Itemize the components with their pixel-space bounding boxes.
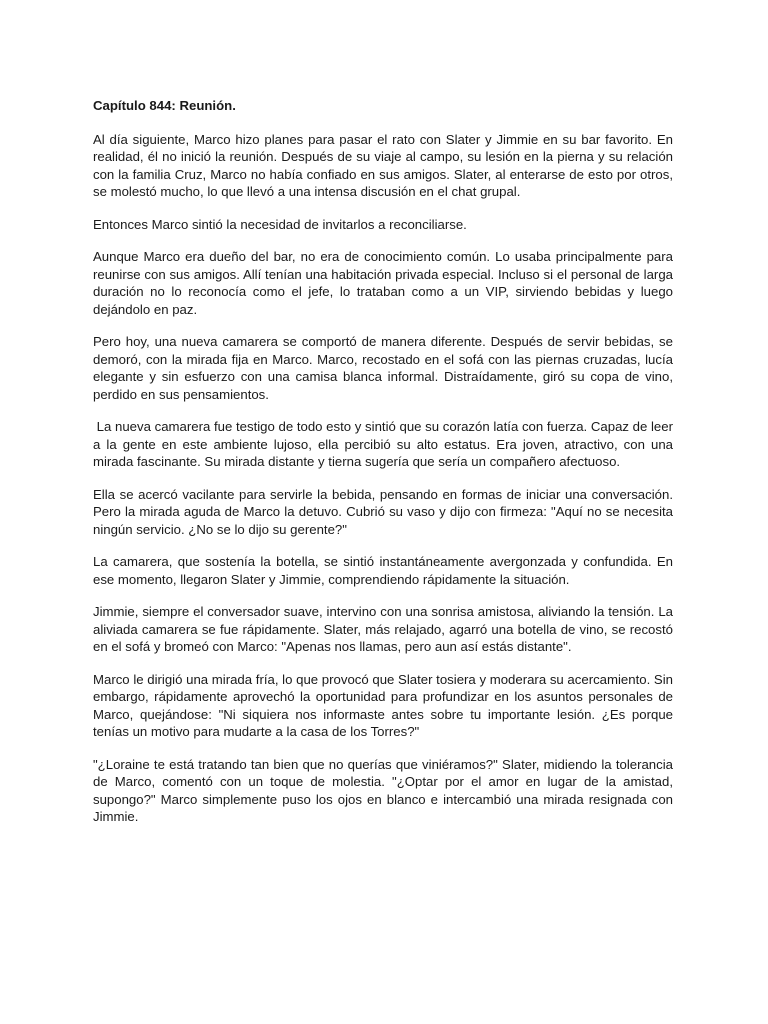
chapter-title: Capítulo 844: Reunión. [93, 98, 236, 113]
paragraph-2: Entonces Marco sintió la necesidad de invitarlos a reconciliarse. [93, 216, 467, 232]
paragraph-5: La nueva camarera fue testigo de todo esto y sintió que su corazón latía con fuerza. Capaz de leer a la gente en este ambiente lujoso, ella percibió su alto estatus. Era joven, atractivo, con una mirada fascinante. Su mirada distante y tierna sugería que sería un compañero afectuoso. [93, 419, 673, 469]
paragraph-9: Marco le dirigió una mirada fría, lo que provocó que Slater tosiera y moderara su acercamiento. Sin embargo, rápidamente aprovechó la oportunidad para profundizar en los asuntos personales de Marco, quejándose: "Ni siquiera nos informaste antes sobre tu importante lesión. ¿Es porque tenías un motivo para mudarte a la casa de los Torres?" [93, 671, 673, 739]
paragraph-10: "¿Loraine te está tratando tan bien que no querías que viniéramos?" Slater, midiendo la tolerancia de Marco, comentó con un toque de molestia. "¿Optar por el amor en lugar de la amistad, supongo?" Marco simplemente puso los ojos en blanco e intercambió una mirada resignada con Jimmie. [93, 756, 673, 824]
paragraph-6: Ella se acercó vacilante para servirle la bebida, pensando en formas de iniciar una conversación. Pero la mirada aguda de Marco la detuvo. Cubrió su vaso y dijo con firmeza: "Aquí no se necesita ningún servicio. ¿No se lo dijo su gerente?" [93, 486, 673, 537]
paragraph-1: Al día siguiente, Marco hizo planes para pasar el rato con Slater y Jimmie en su bar favorito. En realidad, él no inició la reunión. Después de su viaje al campo, su lesión en la pierna y su relación con la familia Cruz, Marco no había confiado en sus amigos. Slater, al enterarse de esto por otros, se molestó mucho, lo que llevó a una intensa discusión en el chat grupal. [93, 131, 673, 199]
paragraph-3: Aunque Marco era dueño del bar, no era de conocimiento común. Lo usaba principalmente para reunirse con sus amigos. Allí tenían una habitación privada especial. Incluso si el personal de larga duración no lo reconocía como el jefe, lo trataban como a un VIP, sirviendo bebidas y luego dejándolo en paz. [93, 249, 673, 317]
document-page [93, 97, 673, 841]
paragraph-7: La camarera, que sostenía la botella, se sintió instantáneamente avergonzada y confundida. En ese momento, llegaron Slater y Jimmie, comprendiendo rápidamente la situación. [93, 554, 673, 587]
paragraph-8: Jimmie, siempre el conversador suave, intervino con una sonrisa amistosa, aliviando la tensión. La aliviada camarera se fue rápidamente. Slater, más relajado, agarró una botella de vino, se recostó en el sofá y bromeó con Marco: "Apenas nos llamas, pero aun así estás distante". [93, 604, 673, 654]
paragraph-4: Pero hoy, una nueva camarera se comportó de manera diferente. Después de servir bebidas, se demoró, con la mirada fija en Marco. Marco, recostado en el sofá con las piernas cruzadas, lucía elegante y sin esfuerzo con una camisa blanca informal. Distraídamente, giró su copa de vino, perdido en sus pensamientos. [93, 334, 673, 402]
